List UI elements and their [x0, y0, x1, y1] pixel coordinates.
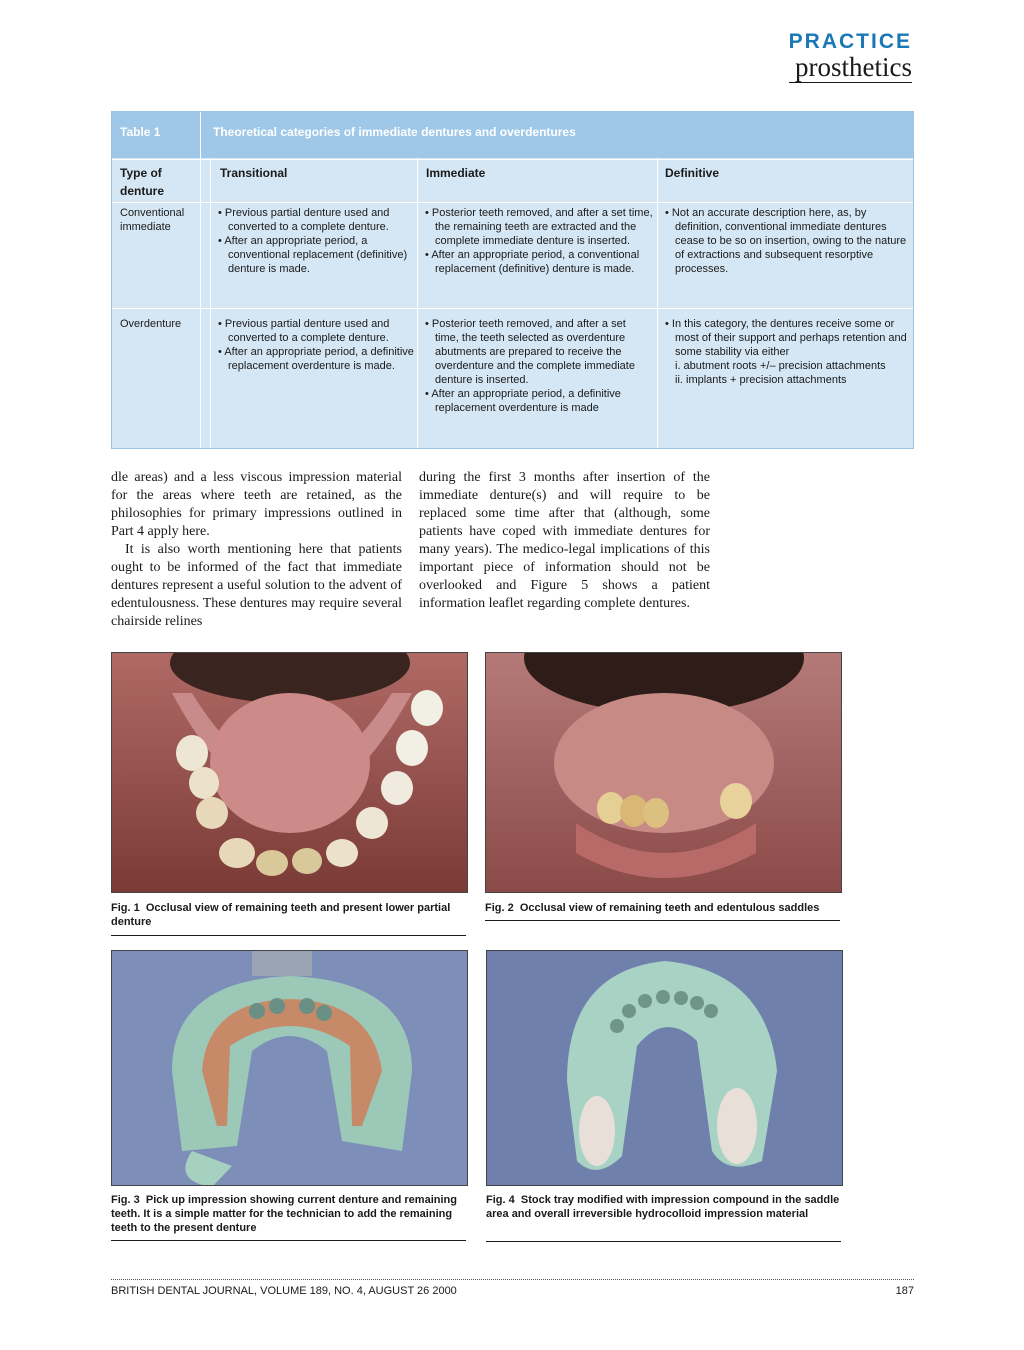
row2-type: Overdenture	[120, 318, 182, 330]
table-bullet: • Posterior teeth removed, and after a set time, the teeth selected as overdenture abutments are prepared to receive the overdenture and the complete immediate denture is inserted.	[425, 317, 645, 387]
definitive-option-1: i. abutment roots +/– precision attachments	[675, 360, 886, 372]
row1-definitive	[665, 206, 907, 276]
figure-4-photo	[486, 950, 843, 1186]
body-column-1	[111, 469, 402, 631]
column-header-transitional: Transitional	[220, 166, 288, 180]
table-bullet: • After an appropriate period, a definitive replacement overdenture is made	[425, 387, 645, 415]
figure-4-caption	[486, 1193, 843, 1221]
figure-label: Fig. 2	[485, 902, 514, 914]
section-subtitle: prosthetics	[789, 54, 912, 83]
table-bullet: • Previous partial denture used and converted to a complete denture.	[218, 206, 414, 234]
figure-1-photo	[111, 652, 468, 893]
column-header-immediate: Immediate	[426, 166, 486, 180]
row1-immediate	[425, 206, 653, 276]
table-bullet: • After an appropriate period, a conventional replacement (definitive) denture is made.	[425, 248, 653, 276]
figure-3-photo	[111, 950, 468, 1186]
figure-label: Fig. 3	[111, 1194, 140, 1206]
table-bullet: • In this category, the dentures receive some or most of their support and perhaps retention and some stability via either	[665, 317, 909, 359]
definitive-option-2: ii. implants + precision attachments	[675, 374, 847, 386]
row2-immediate	[425, 317, 645, 415]
table-bullet: • After an appropriate period, a conventional replacement (definitive) denture is made.	[218, 234, 414, 276]
table-number: Table 1	[120, 125, 161, 139]
row1-type: Conventional immediate	[120, 207, 185, 233]
column-header-type: Type of denture	[120, 166, 165, 198]
figure-1-caption	[111, 901, 461, 929]
row2-transitional	[218, 317, 414, 373]
table-bullet: • Posterior teeth removed, and after a set time, the remaining teeth are extracted and the complete immediate denture is inserted.	[425, 206, 653, 248]
body-column-2	[419, 469, 710, 613]
caption-text: Pick up impression showing current denture and remaining teeth. It is a simple matter for the technician to add the remaining teeth to the present denture	[111, 1194, 457, 1234]
caption-text: Occlusal view of remaining teeth and present lower partial denture	[111, 902, 451, 928]
figure-label: Fig. 1	[111, 902, 140, 914]
journal-citation: BRITISH DENTAL JOURNAL, VOLUME 189, NO. 4, AUGUST 26 2000	[111, 1285, 457, 1297]
caption-rule	[111, 935, 466, 936]
page-number: 187	[895, 1285, 914, 1297]
caption-rule	[486, 1241, 841, 1242]
paragraph: It is also worth mentioning here that patients ought to be informed of the fact that immediate dentures represent a useful solution to the advent of edentulousness. These dentures may require several chairside relines	[111, 542, 402, 629]
table-1	[111, 111, 914, 449]
caption-rule	[111, 1240, 466, 1241]
page-header	[789, 30, 912, 83]
figure-label: Fig. 4	[486, 1194, 515, 1206]
caption-text: Occlusal view of remaining teeth and edentulous saddles	[519, 902, 820, 914]
footer-divider	[111, 1279, 914, 1280]
table-title: Theoretical categories of immediate dentures and overdentures	[213, 125, 576, 139]
figure-2-photo	[485, 652, 842, 893]
row2-definitive	[665, 317, 909, 387]
figure-3-caption	[111, 1193, 466, 1235]
table-bullet: • Not an accurate description here, as, by definition, conventional immediate dentures cease to be so on insertion, owing to the nature of extractions and subsequent resorptive processes.	[665, 206, 907, 276]
row1-transitional	[218, 206, 414, 276]
table-bullet: • Previous partial denture used and converted to a complete denture.	[218, 317, 414, 345]
figure-2-caption	[485, 901, 842, 915]
section-title: PRACTICE	[788, 30, 912, 53]
table-header-bar	[112, 112, 913, 158]
caption-rule	[485, 920, 840, 921]
paragraph: dle areas) and a less viscous impression material for the areas where teeth are retained, as the philosophies for primary impressions outlined in Part 4 apply here.	[111, 470, 402, 539]
paragraph: during the first 3 months after insertion of the immediate denture(s) and will require to be replaced some time after that (although, some patients have coped with immediate dentures for many years). The medico-legal implications of this important piece of information should not be overlooked and Figure 5 shows a patient information leaflet regarding complete dentures.	[419, 470, 710, 611]
table-bullet: • After an appropriate period, a definitive replacement overdenture is made.	[218, 345, 414, 373]
column-header-definitive: Definitive	[665, 166, 720, 180]
caption-text: Stock tray modified with impression compound in the saddle area and overall irreversible hydrocolloid impression material	[486, 1194, 840, 1220]
